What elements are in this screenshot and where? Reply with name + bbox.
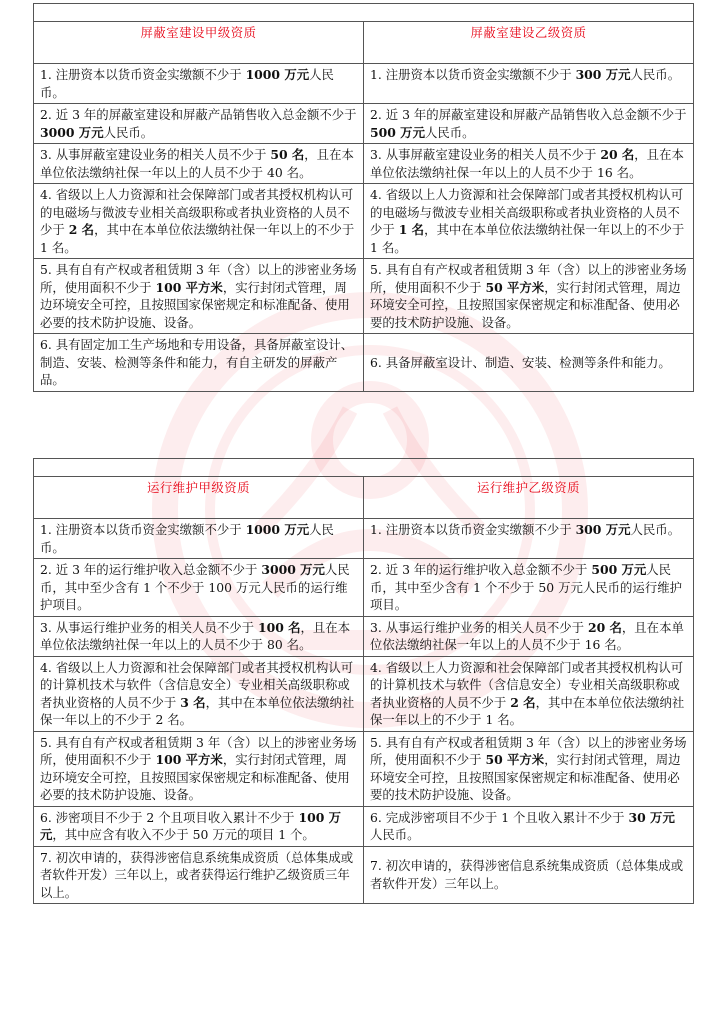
grade-b-requirement: 6. 具备屏蔽室设计、制造、安装、检测等条件和能力。 bbox=[364, 334, 694, 392]
requirement-row bbox=[34, 334, 694, 392]
grade-b-requirement: 5. 具有自有产权或者租赁期 3 年（含）以上的涉密业务场所，使用面积不少于 50 平方米，实行封闭式管理，周边环境安全可控，且按照国家保密规定和标准配备、使用必要的技术防护设施、设备。 bbox=[364, 259, 694, 334]
grade-a-requirement: 1. 注册资本以货币资金实缴额不少于 1000 万元人民币。 bbox=[34, 64, 364, 104]
om-grade-b-title: 运行维护乙级资质 bbox=[364, 477, 694, 519]
grade-b-requirement: 1. 注册资本以货币资金实缴额不少于 300 万元人民币。 bbox=[364, 519, 694, 559]
table-top-spacer bbox=[34, 4, 694, 22]
grade-b-requirement: 6. 完成涉密项目不少于 1 个且收入累计不少于 30 万元人民币。 bbox=[364, 806, 694, 846]
requirement-row bbox=[34, 846, 694, 904]
requirement-row bbox=[34, 519, 694, 559]
shielded-room-table bbox=[33, 3, 694, 392]
grade-a-requirement: 6. 涉密项目不少于 2 个且项目收入累计不少于 100 万元，其中应含有收入不少于 50 万元的项目 1 个。 bbox=[34, 806, 364, 846]
grade-b-requirement: 2. 近 3 年的屏蔽室建设和屏蔽产品销售收入总金额不少于 500 万元人民币。 bbox=[364, 104, 694, 144]
requirement-row bbox=[34, 184, 694, 259]
requirement-row bbox=[34, 144, 694, 184]
grade-a-requirement: 4. 省级以上人力资源和社会保障部门或者其授权机构认可的电磁场与微波专业相关高级职称或者执业资格的人员不少于 2 名，其中在本单位依法缴纳社保一年以上的不少于 1 名。 bbox=[34, 184, 364, 259]
grade-a-requirement: 2. 近 3 年的运行维护收入总金额不少于 3000 万元人民币，其中至少含有 1 个不少于 100 万元人民币的运行维护项目。 bbox=[34, 559, 364, 617]
requirement-row bbox=[34, 64, 694, 104]
shielded-room-grade-a-title: 屏蔽室建设甲级资质 bbox=[34, 22, 364, 64]
grade-a-requirement: 3. 从事运行维护业务的相关人员不少于 100 名，且在本单位依法缴纳社保一年以上的人员不少于 80 名。 bbox=[34, 616, 364, 656]
om-grade-a-title: 运行维护甲级资质 bbox=[34, 477, 364, 519]
grade-a-requirement: 7. 初次申请的，获得涉密信息系统集成资质（总体集成或者软件开发）三年以上，或者获得运行维护乙级资质三年以上。 bbox=[34, 846, 364, 904]
grade-a-requirement: 2. 近 3 年的屏蔽室建设和屏蔽产品销售收入总金额不少于 3000 万元人民币。 bbox=[34, 104, 364, 144]
grade-b-requirement: 3. 从事屏蔽室建设业务的相关人员不少于 20 名，且在本单位依法缴纳社保一年以上的人员不少于 16 名。 bbox=[364, 144, 694, 184]
requirement-row bbox=[34, 104, 694, 144]
grade-a-requirement: 1. 注册资本以货币资金实缴额不少于 1000 万元人民币。 bbox=[34, 519, 364, 559]
grade-a-requirement: 5. 具有自有产权或者租赁期 3 年（含）以上的涉密业务场所，使用面积不少于 100 平方米，实行封闭式管理，周边环境安全可控，且按照国家保密规定和标准配备、使用必要的技术防护设施、设备。 bbox=[34, 259, 364, 334]
grade-b-requirement: 3. 从事运行维护业务的相关人员不少于 20 名，且在本单位依法缴纳社保一年以上的人员不少于 16 名。 bbox=[364, 616, 694, 656]
grade-b-requirement: 1. 注册资本以货币资金实缴额不少于 300 万元人民币。 bbox=[364, 64, 694, 104]
operation-maintenance-table bbox=[33, 458, 694, 904]
grade-b-requirement: 4. 省级以上人力资源和社会保障部门或者其授权机构认可的电磁场与微波专业相关高级职称或者执业资格的人员不少于 1 名，其中在本单位依法缴纳社保一年以上的不少于 1 名。 bbox=[364, 184, 694, 259]
grade-b-requirement: 2. 近 3 年的运行维护收入总金额不少于 500 万元人民币，其中至少含有 1 个不少于 50 万元人民币的运行维护项目。 bbox=[364, 559, 694, 617]
requirement-row bbox=[34, 259, 694, 334]
table-top-spacer bbox=[34, 459, 694, 477]
requirement-row bbox=[34, 656, 694, 731]
grade-a-requirement: 3. 从事屏蔽室建设业务的相关人员不少于 50 名，且在本单位依法缴纳社保一年以上的人员不少于 40 名。 bbox=[34, 144, 364, 184]
requirement-row bbox=[34, 731, 694, 806]
shielded-room-grade-b-title: 屏蔽室建设乙级资质 bbox=[364, 22, 694, 64]
grade-b-requirement: 5. 具有自有产权或者租赁期 3 年（含）以上的涉密业务场所，使用面积不少于 50 平方米，实行封闭式管理，周边环境安全可控，且按照国家保密规定和标准配备、使用必要的技术防护设施、设备。 bbox=[364, 731, 694, 806]
requirement-row bbox=[34, 559, 694, 617]
grade-b-requirement: 7. 初次申请的，获得涉密信息系统集成资质（总体集成或者软件开发）三年以上。 bbox=[364, 846, 694, 904]
grade-a-requirement: 4. 省级以上人力资源和社会保障部门或者其授权机构认可的计算机技术与软件（含信息安全）专业相关高级职称或者执业资格的人员不少于 3 名，其中在本单位依法缴纳社保一年以上的不少于 2 名。 bbox=[34, 656, 364, 731]
grade-b-requirement: 4. 省级以上人力资源和社会保障部门或者其授权机构认可的计算机技术与软件（含信息安全）专业相关高级职称或者执业资格的人员不少于 2 名，其中在本单位依法缴纳社保一年以上的不少于 1 名。 bbox=[364, 656, 694, 731]
requirement-row bbox=[34, 806, 694, 846]
requirement-row bbox=[34, 616, 694, 656]
grade-a-requirement: 5. 具有自有产权或者租赁期 3 年（含）以上的涉密业务场所，使用面积不少于 100 平方米，实行封闭式管理，周边环境安全可控，且按照国家保密规定和标准配备、使用必要的技术防护设施、设备。 bbox=[34, 731, 364, 806]
grade-a-requirement: 6. 具有固定加工生产场地和专用设备，具备屏蔽室设计、制造、安装、检测等条件和能力，有自主研发的屏蔽产品。 bbox=[34, 334, 364, 392]
